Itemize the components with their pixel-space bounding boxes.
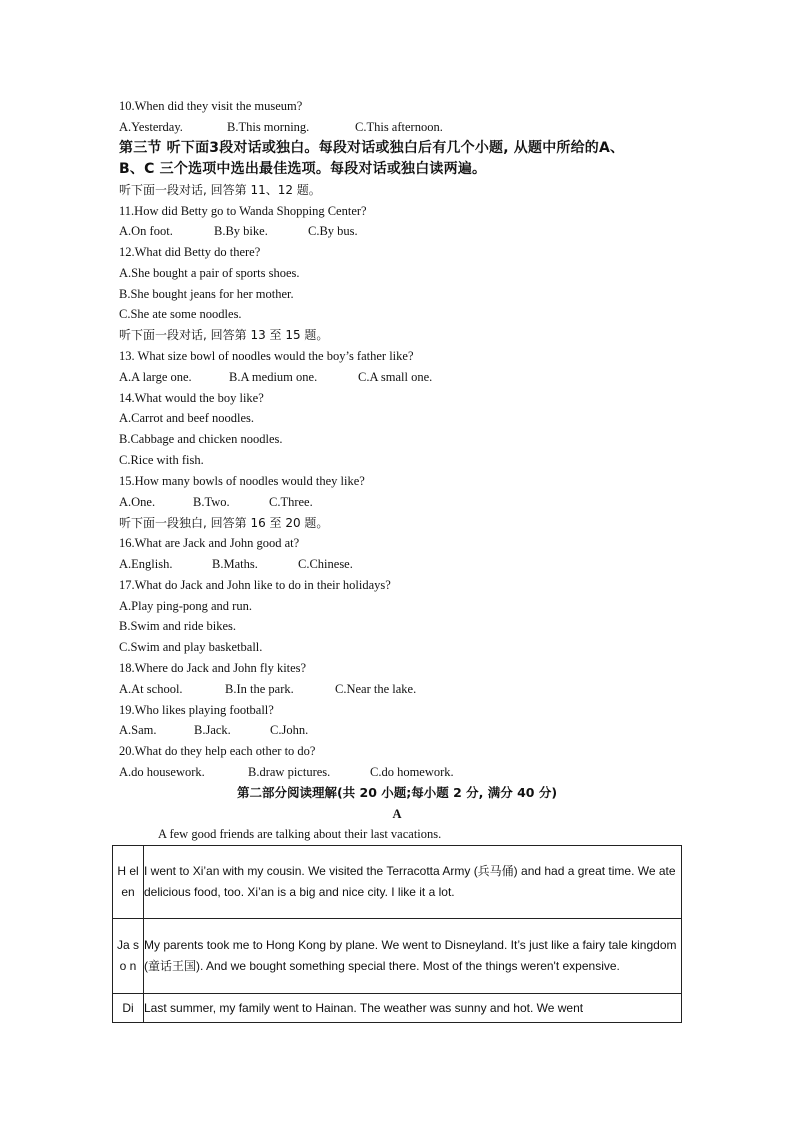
question-18-options [119, 679, 416, 699]
question-14: 14.What would the boy like? [119, 391, 264, 405]
option-a: A.Sam. [119, 723, 157, 737]
option-b: B.Maths. [212, 557, 258, 571]
question-20: 20.What do they help each other to do? [119, 744, 316, 758]
question-14-option-a: A.Carrot and beef noodles. [119, 411, 255, 425]
option-c: C.Three. [269, 495, 313, 509]
option-c: C.A small one. [358, 370, 433, 384]
dialog-2-intro: 听下面一段对话, 回答第 13 至 15 题。 [119, 328, 329, 342]
question-12-option-a: A.She bought a pair of sports shoes. [119, 266, 300, 280]
option-b: B.draw pictures. [248, 765, 331, 779]
vacation-table [112, 845, 682, 1023]
option-c: C.Near the lake. [335, 682, 417, 696]
person-name: Ja so n [116, 938, 139, 973]
option-a: A.Yesterday. [119, 120, 183, 134]
question-15: 15.How many bowls of noodles would they like? [119, 474, 365, 488]
table-row [113, 994, 682, 1023]
option-b: B.Two. [193, 495, 230, 509]
option-b: B.This morning. [227, 120, 310, 134]
dialog-1-intro: 听下面一段对话, 回答第 11、12 题。 [119, 183, 321, 197]
section-3-heading-line2: B、C 三个选项中选出最佳选项。每段对话或独白读两遍。 [119, 161, 487, 177]
option-a: A.On foot. [119, 224, 173, 238]
question-10: 10.When did they visit the museum? [119, 99, 303, 113]
question-18: 18.Where do Jack and John fly kites? [119, 661, 307, 675]
table-row [113, 846, 682, 919]
option-c: C.By bus. [308, 224, 358, 238]
part-2-title: 第二部分阅读理解(共 20 小题;每小题 2 分, 满分 40 分) [236, 785, 558, 800]
person-name: H el en [117, 864, 139, 899]
option-b: B.A medium one. [229, 370, 318, 384]
option-b: B.In the park. [225, 682, 294, 696]
passage-letter: A [392, 807, 402, 821]
monologue-intro: 听下面一段独白, 回答第 16 至 20 题。 [119, 516, 329, 530]
option-c: C.Chinese. [298, 557, 353, 571]
option-a: A.A large one. [119, 370, 192, 384]
option-c: C.do homework. [370, 765, 454, 779]
question-19: 19.Who likes playing football? [119, 703, 274, 717]
table-row [113, 919, 682, 994]
question-10-options [119, 117, 443, 137]
question-17-option-b: B.Swim and ride bikes. [119, 619, 237, 633]
question-12-option-c: C.She ate some noodles. [119, 307, 242, 321]
question-17: 17.What do Jack and John like to do in their holidays? [119, 578, 391, 592]
option-a: A.One. [119, 495, 156, 509]
name-cell [113, 994, 144, 1023]
question-16-options [119, 554, 353, 574]
question-16: 16.What are Jack and John good at? [119, 536, 300, 550]
question-11: 11.How did Betty go to Wanda Shopping Center? [119, 204, 367, 218]
name-cell [113, 846, 144, 919]
question-19-options [119, 720, 308, 740]
text-cell: I went to Xi’an with my cousin. We visited the Terracotta Army (兵马俑) and had a great time. We ate delicious food, too. Xi’an is a big and nice city. I like it a lot. [144, 846, 682, 919]
question-17-option-c: C.Swim and play basketball. [119, 640, 263, 654]
question-13-options [119, 367, 432, 387]
option-a: A.At school. [119, 682, 183, 696]
option-a: A.English. [119, 557, 173, 571]
option-b: B.By bike. [214, 224, 268, 238]
question-20-options [119, 762, 454, 782]
text-cell: Last summer, my family went to Hainan. The weather was sunny and hot. We went [144, 994, 682, 1023]
question-15-options [119, 492, 313, 512]
passage-intro: A few good friends are talking about their last vacations. [158, 827, 442, 841]
option-b: B.Jack. [194, 723, 231, 737]
person-name: Di [122, 1000, 134, 1015]
option-c: C.John. [270, 723, 309, 737]
name-cell [113, 919, 144, 994]
question-12: 12.What did Betty do there? [119, 245, 261, 259]
option-c: C.This afternoon. [355, 120, 443, 134]
question-12-option-b: B.She bought jeans for her mother. [119, 287, 294, 301]
option-a: A.do housework. [119, 765, 205, 779]
section-3-heading-line1: 第三节 听下面3段对话或独白。每段对话或独白后有几个小题, 从题中所给的A、 [119, 140, 625, 156]
text-cell: My parents took me to Hong Kong by plane. We went to Disneyland. It’s just like a fairy tale kingdom (童话王国). And we bought something special there. Most of the things weren't expensive. [144, 919, 682, 994]
question-11-options [119, 221, 358, 241]
question-17-option-a: A.Play ping-pong and run. [119, 599, 252, 613]
question-14-option-b: B.Cabbage and chicken noodles. [119, 432, 283, 446]
question-13: 13. What size bowl of noodles would the boy’s father like? [119, 349, 414, 363]
question-14-option-c: C.Rice with fish. [119, 453, 204, 467]
